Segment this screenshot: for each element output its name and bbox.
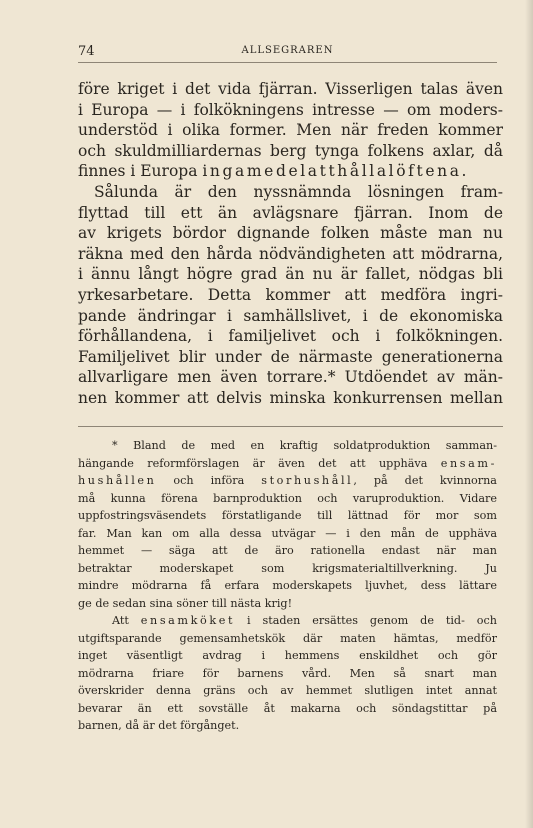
footnote-line: utgiftsparande gemensamhetskök där maten hämtas, medför xyxy=(78,631,497,645)
text-line: Familjelivet blir under de närmaste generationerna xyxy=(78,347,503,366)
footnote-line: inget väsentligt avdrag i hemmens enskildhet och gör xyxy=(78,649,497,662)
text-segment: . xyxy=(461,162,467,181)
emphasized-text: ensam- xyxy=(440,456,497,470)
emphasized-text: ensamköket xyxy=(140,614,236,627)
text-segment: i staden ersättes genom de tid- och xyxy=(235,614,497,627)
main-text xyxy=(78,79,503,409)
emphasized-text: storhushåll xyxy=(261,474,354,487)
text-segment: finnes i Europa xyxy=(78,162,203,181)
text-segment: Att xyxy=(112,614,141,627)
text-line: allvarligare men även torrare.* Utdöendet av män- xyxy=(78,368,503,387)
text-line: förhållandena, i familjelivet och i folkökningen. xyxy=(78,327,503,346)
footnote-line: må kunna förena barnproduktion och varuproduktion. Vidare xyxy=(78,491,497,505)
footnote-line xyxy=(78,455,497,473)
footnote-line: betraktar moderskapet som krigsmaterialtillverkning. Ju xyxy=(78,561,497,575)
text-line: yrkesarbetare. Detta kommer att medföra ingri- xyxy=(78,285,503,304)
footnote-rule xyxy=(78,426,503,427)
running-title: ALLSEGRAREN xyxy=(241,45,334,56)
emphasized-text: ingamedelatthållalöftena xyxy=(202,162,462,181)
header-rule xyxy=(78,62,497,63)
footnote-line: bevarar än ett sovställe åt makarna och söndagstittar på xyxy=(78,701,497,715)
page-header xyxy=(78,44,497,60)
page-edge-shadow xyxy=(525,0,533,828)
footnote-line: mödrarna friare för barnens vård. Men så snart man xyxy=(78,666,497,680)
footnote xyxy=(78,437,497,735)
footnote-line: far. Man kan om alla dessa utvägar — i den mån de upphäva xyxy=(78,526,497,540)
text-line: nen kommer att delvis minska konkurrensen mellan xyxy=(78,388,503,407)
text-line: räkna med den hårda nödvändigheten att mödrarna, xyxy=(78,244,503,263)
footnote-line: barnen, då är det förgånget. xyxy=(78,719,240,732)
text-line xyxy=(78,161,503,182)
footnote-line: mindre mödrarna få erfara moderskapets ljuvhet, dess lättare xyxy=(78,579,497,592)
footnote-line xyxy=(78,612,497,630)
footnote-line: överskrider denna gräns och av hemmet slutligen intet annat xyxy=(78,684,497,697)
text-line: understöd i olika former. Men när freden kommer xyxy=(78,121,503,140)
text-line: och skuldmilliardernas berg tynga folkens axlar, då xyxy=(78,141,503,160)
text-line: pande ändringar i samhällslivet, i de ekonomiska xyxy=(78,306,503,325)
text-line: i ännu långt högre grad än nu är fallet, nödgas bli xyxy=(78,265,503,284)
footnote-line xyxy=(78,472,497,490)
page-number: 74 xyxy=(78,44,95,59)
footnote-line: ge de sedan sina söner till nästa krig! xyxy=(78,596,293,610)
text-segment: , på det kvinnorna xyxy=(353,474,497,487)
text-line: av krigets bördor dignande folken måste man nu xyxy=(78,224,503,243)
text-segment: hängande reformförslagen är även det att upphäva xyxy=(78,456,441,470)
text-line: Sålunda är den nyssnämnda lösningen fram- xyxy=(94,182,503,201)
text-segment: och införa xyxy=(156,474,262,487)
footnote-line: hemmet — säga att de äro rationella endast när man xyxy=(78,544,497,557)
emphasized-text: hushållen xyxy=(78,474,157,487)
footnote-line: uppfostringsväsendets förstatligande till lättnad för mor som xyxy=(78,509,497,522)
text-line: i Europa — i folkökningens intresse — om moders- xyxy=(78,100,503,119)
text-line: före kriget i det vida fjärran. Visserligen talas även xyxy=(78,80,503,98)
footnote-line: * Bland de med en kraftig soldatproduktion samman- xyxy=(112,439,497,452)
text-line: flyttad till ett än avlägsnare fjärran. Inom de xyxy=(78,203,503,222)
